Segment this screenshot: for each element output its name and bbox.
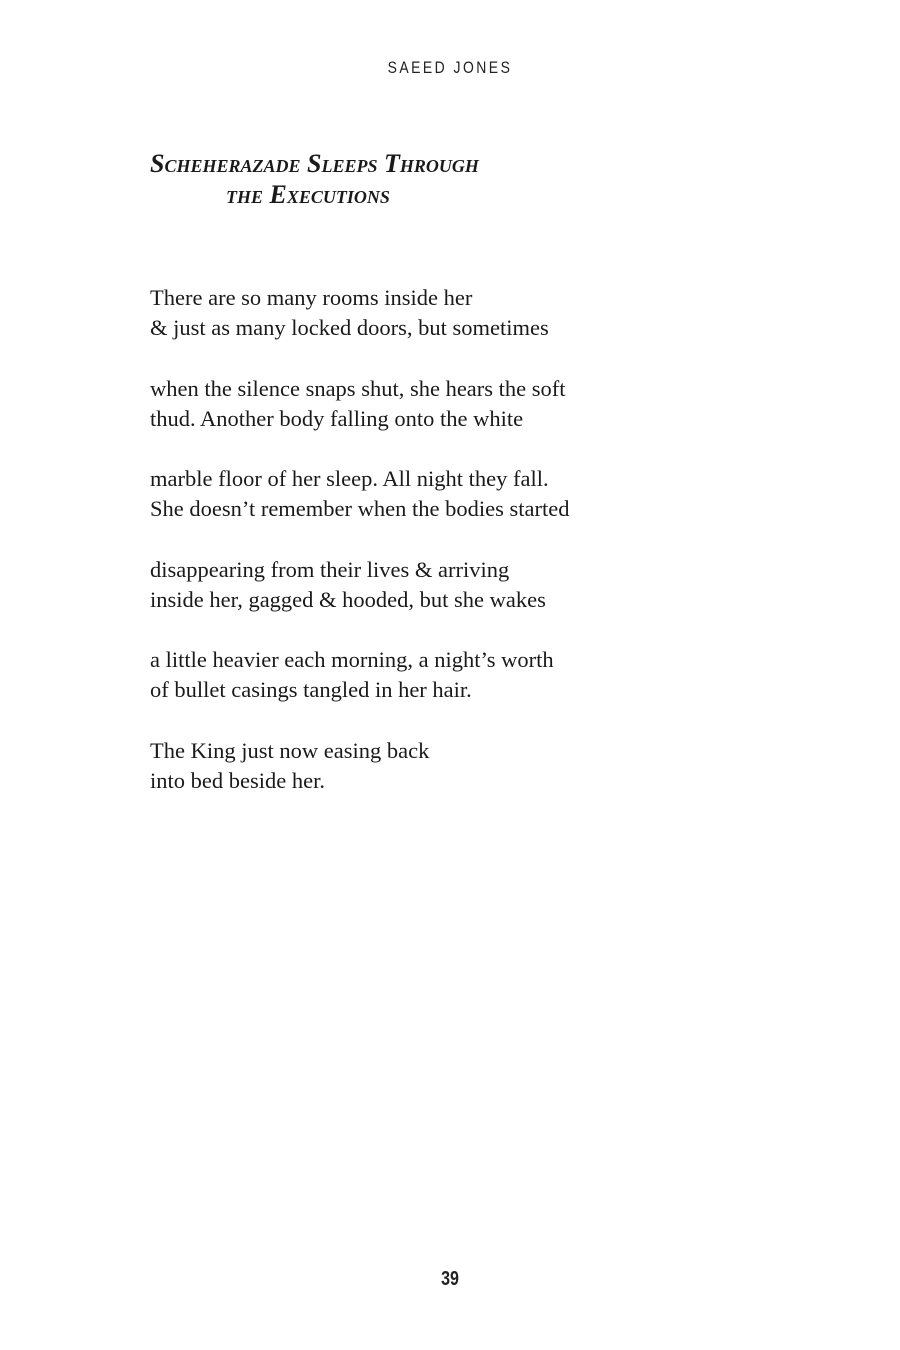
- poem-title: [150, 148, 750, 210]
- verse-line: into bed beside her.: [150, 767, 325, 793]
- verse-line: a little heavier each morning, a night’s worth: [150, 647, 554, 672]
- page-number: 39: [441, 1268, 459, 1290]
- verse-line: & just as many locked doors, but sometimes: [150, 315, 549, 340]
- stanza: [150, 464, 770, 524]
- stanza: [150, 736, 770, 796]
- verse-line: of bullet casings tangled in her hair.: [150, 677, 472, 702]
- verse-line: thud. Another body falling onto the white: [150, 405, 524, 431]
- running-head-author: SAEED JONES: [387, 58, 513, 77]
- poem-title-line-1: Scheherazade Sleeps Through: [150, 149, 479, 178]
- verse-line: inside her, gagged & hooded, but she wakes: [150, 586, 546, 612]
- stanza: [150, 645, 770, 705]
- verse-line: disappearing from their lives & arriving: [150, 556, 510, 582]
- poem-title-line-2: the Executions: [226, 180, 390, 209]
- poem-body: [150, 283, 770, 826]
- verse-line: The King just now easing back: [150, 737, 430, 763]
- stanza: [150, 283, 770, 343]
- verse-line: marble floor of her sleep. All night they fall.: [150, 466, 549, 491]
- verse-line: She doesn’t remember when the bodies started: [150, 496, 570, 521]
- stanza: [150, 374, 770, 434]
- stanza: [150, 555, 770, 615]
- verse-line: There are so many rooms inside her: [150, 285, 473, 310]
- verse-line: when the silence snaps shut, she hears the soft: [150, 375, 566, 401]
